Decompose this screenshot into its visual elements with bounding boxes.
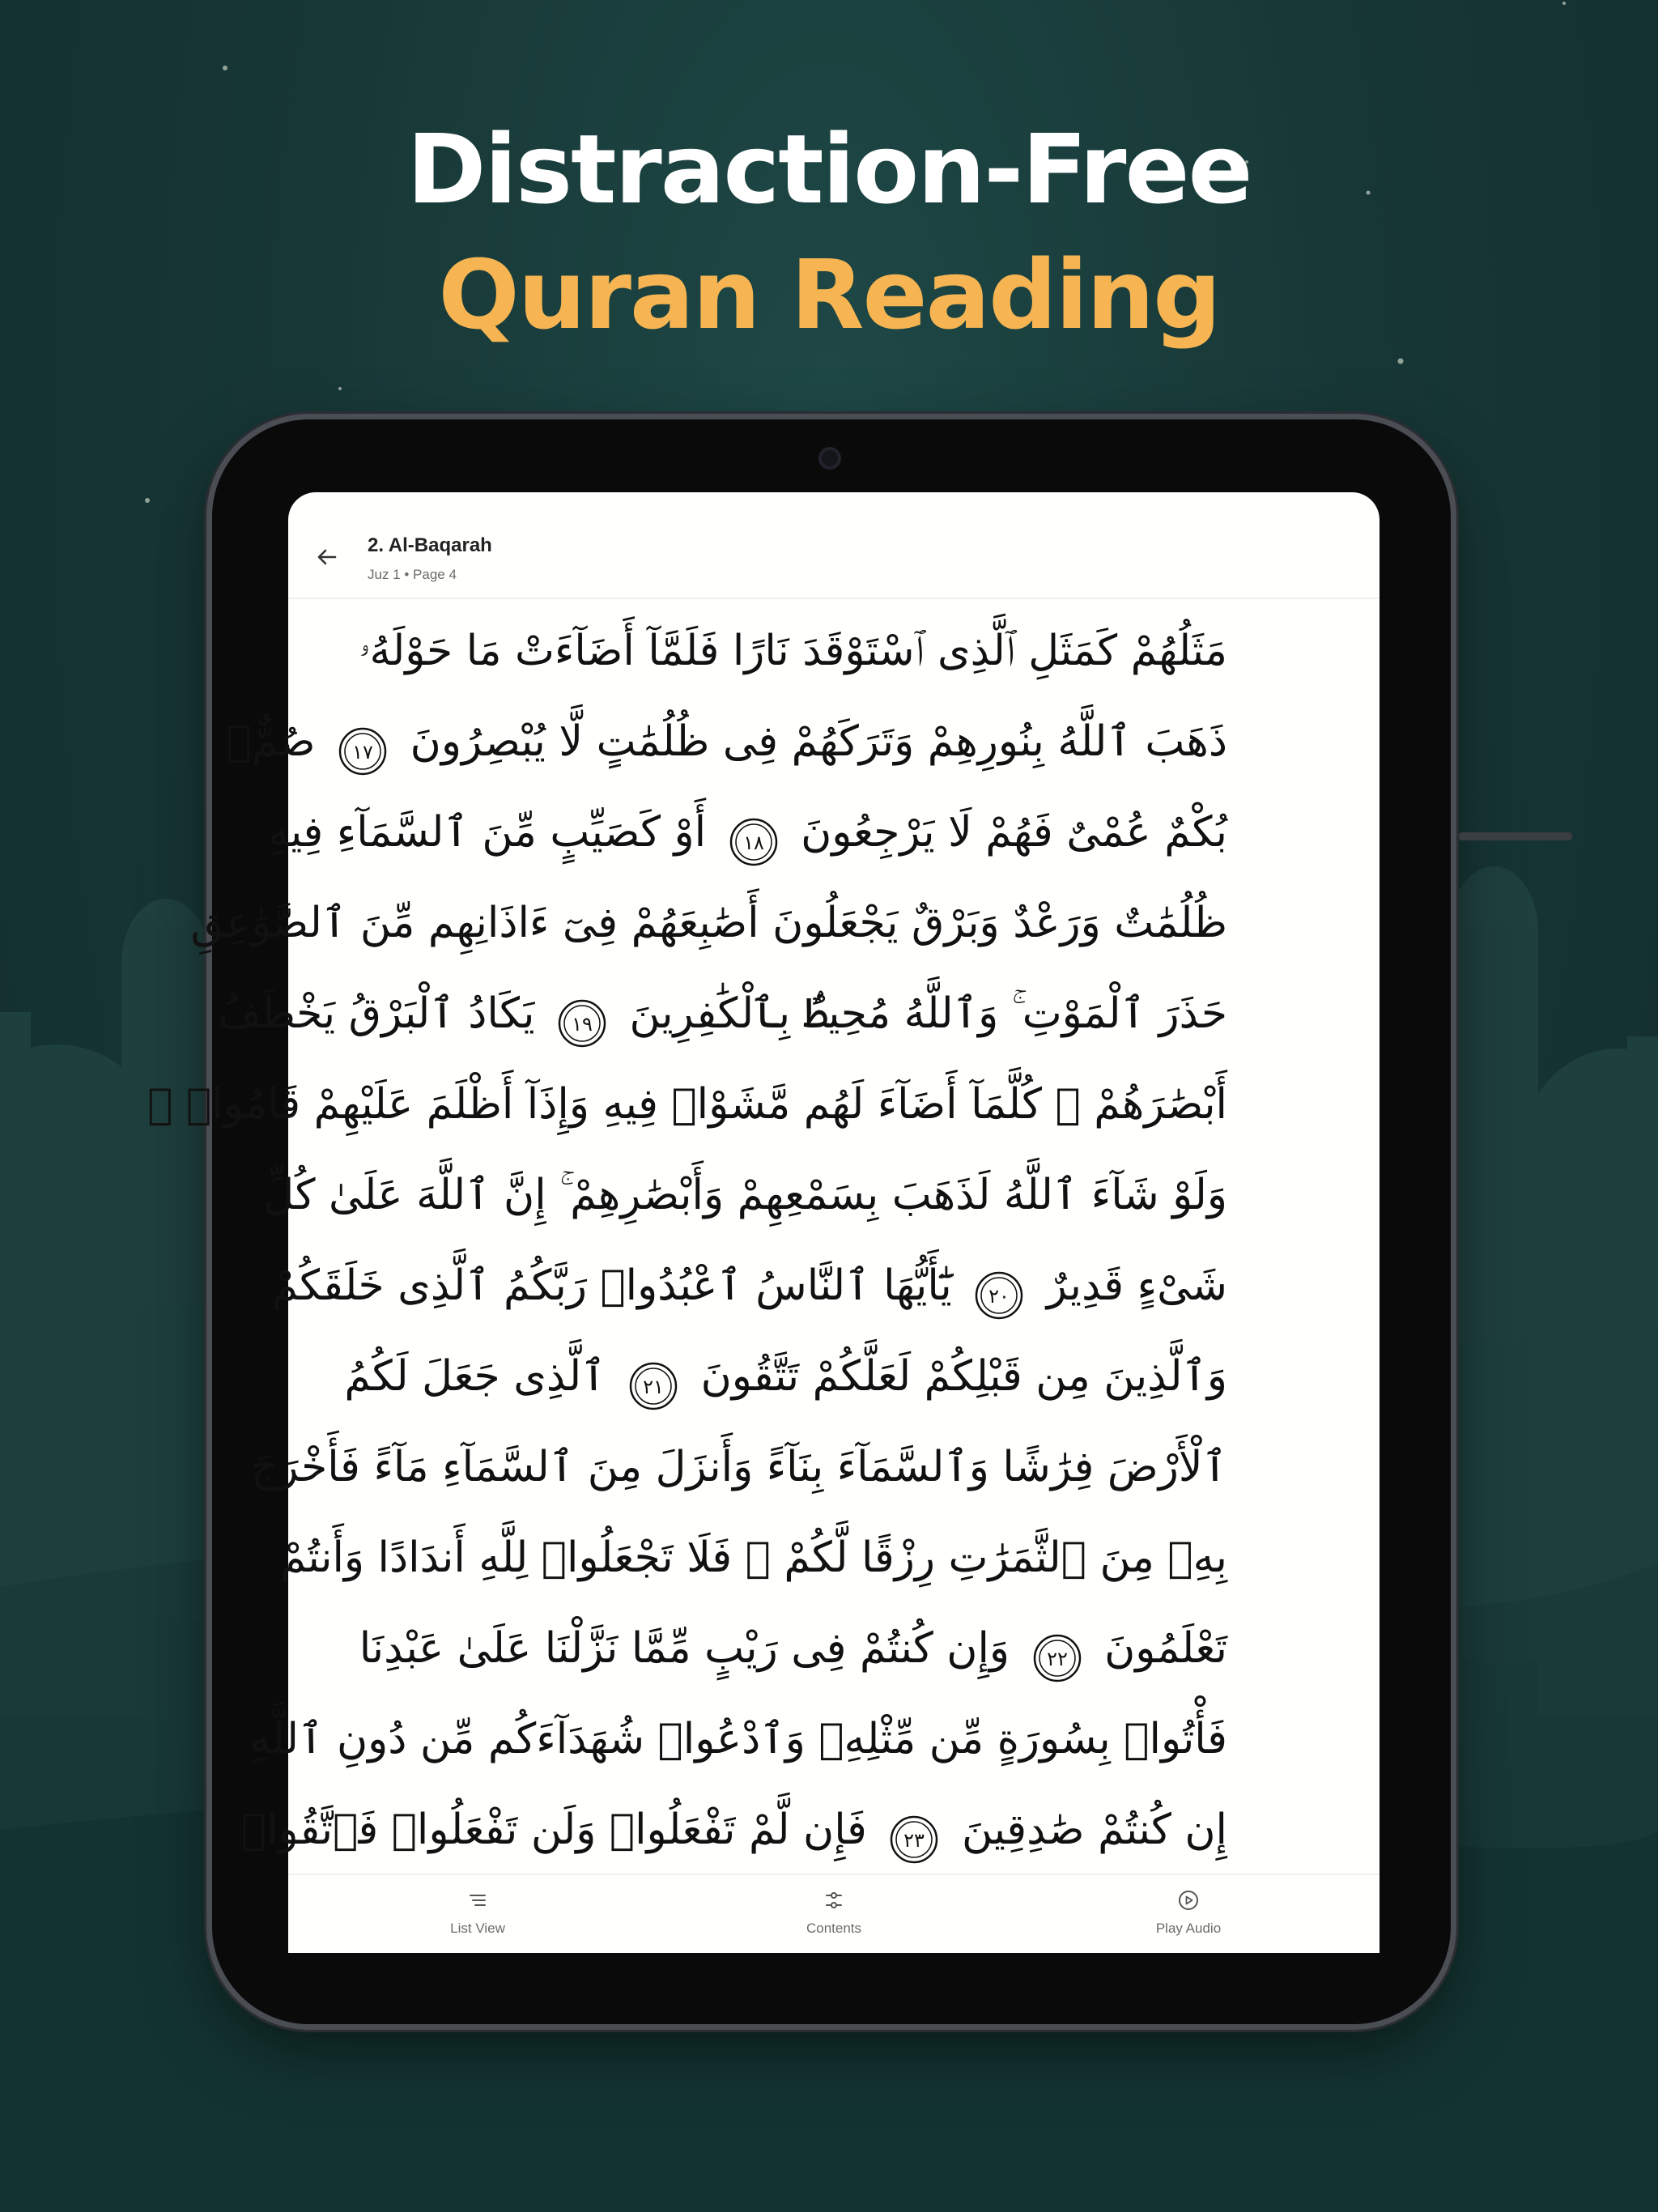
verse-text: ٱلَّذِى جَعَلَ لَكُمُ (344, 1352, 606, 1401)
quran-line (267, 787, 1227, 878)
verse-text: مَثَلُهُمْ كَمَثَلِ ٱلَّذِى ٱسْتَوْقَدَ نَارًا فَلَمَّآ أَضَآءَتْ مَا حَوْلَهُۥ (359, 627, 1227, 675)
verse-text: صُمٌّۢ (226, 717, 316, 766)
headline-line1: Distraction-Free (406, 113, 1252, 225)
sliders-icon (822, 1888, 846, 1912)
app-screen (147, 492, 1380, 1953)
verse-text: تَعْلَمُونَ (1104, 1624, 1227, 1673)
ipad-device-frame (147, 419, 1451, 2024)
quran-line (344, 1331, 1227, 1422)
ayah-number: ٢١ (643, 1376, 664, 1398)
verse-text: فَأْتُوا۟ بِسُورَةٍ مِّن مِّثْلِهِۦ وَٱدْعُوا۟ شُهَدَآءَكُم مِّن دُونِ ٱللَّهِ (249, 1715, 1227, 1763)
verse-text: ٱلْأَرْضَ فِرَٰشًا وَٱلسَّمَآءَ بِنَآءً وَأَنزَلَ مِنَ ٱلسَّمَآءِ مَآءً فَأَخْرَجَ (250, 1443, 1227, 1491)
ayah-number: ٢٠ (988, 1285, 1010, 1308)
ayah-end-marker-icon (728, 809, 780, 861)
list-icon (466, 1888, 490, 1912)
ayah-number: ١٩ (572, 1013, 593, 1036)
verse-text: حَذَرَ ٱلْمَوْتِ ۚ وَٱللَّهُ مُحِيطٌۢ بِٱلْكَٰفِرِينَ (629, 989, 1227, 1038)
quran-line (271, 1240, 1227, 1331)
play-circle-icon (1176, 1888, 1201, 1912)
verse-text: ظُلُمَٰتٌ وَرَعْدٌ وَبَرْقٌ يَجْعَلُونَ أَصَٰبِعَهُمْ فِىٓ ءَاذَانِهِم مِّنَ ٱلصَّوَٰعِقِ (190, 899, 1227, 947)
quran-line (359, 1603, 1227, 1694)
ayah-end-marker-icon (337, 718, 389, 770)
verse-text: يَٰٓأَيُّهَا ٱلنَّاسُ ٱعْبُدُوا۟ رَبَّكُمُ ٱلَّذِى خَلَقَكُمْ (271, 1261, 952, 1310)
bottom-toolbar (288, 1874, 1380, 1953)
tab-list-view[interactable] (397, 1888, 559, 1937)
reader-header (288, 492, 1380, 599)
verse-text: وَإِن كُنتُمْ فِى رَيْبٍ مِّمَّا نَزَّلْنَا عَلَىٰ عَبْدِنَا (359, 1624, 1010, 1673)
ayah-end-marker-icon (556, 990, 608, 1042)
verse-text: فَإِن لَّمْ تَفْعَلُوا۟ وَلَن تَفْعَلُوا۟ فَٱتَّقُوا۟ (240, 1806, 867, 1854)
quran-line (190, 878, 1227, 968)
quran-line (218, 968, 1227, 1059)
ayah-number: ١٨ (742, 832, 764, 854)
verse-text: إِن كُنتُمْ صَٰدِقِينَ (961, 1806, 1227, 1854)
verse-text: أَبْصَٰرَهُمْ ۖ كُلَّمَآ أَضَآءَ لَهُم مَّشَوْا۟ فِيهِ وَإِذَآ أَظْلَمَ عَلَيْهِمْ قَامُوا۟ ۚ (147, 1080, 1227, 1129)
ayah-end-marker-icon (627, 1353, 679, 1405)
device-top-button (1459, 832, 1572, 840)
arrow-left-icon (311, 541, 343, 573)
ayah-number: ٢٢ (1046, 1648, 1068, 1670)
mushaf-page[interactable] (147, 606, 1227, 1869)
quran-line (263, 1150, 1227, 1240)
ayah-end-marker-icon (1031, 1625, 1083, 1677)
headline-line2: Quran Reading (438, 239, 1220, 351)
verse-text: بُكْمٌ عُمْىٌ فَهُمْ لَا يَرْجِعُونَ (801, 808, 1227, 857)
verse-text: بِهِۦ مِنَ ٱلثَّمَرَٰتِ رِزْقًا لَّكُمْ ۖ فَلَا تَجْعَلُوا۟ لِلَّهِ أَندَادًا وَأَنتُمْ (279, 1534, 1227, 1582)
quran-line (359, 606, 1227, 696)
quran-line (240, 1784, 1227, 1875)
verse-text: وَلَوْ شَآءَ ٱللَّهُ لَذَهَبَ بِسَمْعِهِمْ وَأَبْصَٰرِهِمْ ۚ إِنَّ ٱللَّهَ عَلَىٰ كُلِّ (263, 1171, 1227, 1219)
tab-contents[interactable] (753, 1888, 915, 1937)
verse-text: شَىْءٍ قَدِيرٌ (1046, 1261, 1227, 1310)
verse-text: أَوْ كَصَيِّبٍ مِّنَ ٱلسَّمَآءِ فِيهِ (267, 808, 707, 857)
tab-play-audio-label: Play Audio (1155, 1921, 1222, 1936)
verse-text: يَكَادُ ٱلْبَرْقُ يَخْطَفُ (218, 989, 535, 1038)
quran-line (226, 696, 1227, 787)
juz-page-subtitle: Juz 1 • Page 4 (368, 567, 457, 582)
quran-line (250, 1422, 1227, 1512)
ayah-end-marker-icon (888, 1806, 940, 1858)
quran-line (279, 1512, 1227, 1603)
front-camera (818, 447, 841, 470)
tab-play-audio[interactable] (1107, 1888, 1269, 1937)
ayah-number: ١٧ (352, 741, 373, 764)
tab-contents-label: Contents (806, 1921, 862, 1936)
verse-text: وَٱلَّذِينَ مِن قَبْلِكُمْ لَعَلَّكُمْ تَتَّقُونَ (700, 1352, 1227, 1401)
quran-line (249, 1694, 1227, 1784)
surah-title: 2. Al-Baqarah (368, 534, 492, 556)
tab-list-view-label: List View (450, 1921, 505, 1936)
verse-text: ذَهَبَ ٱللَّهُ بِنُورِهِمْ وَتَرَكَهُمْ فِى ظُلُمَٰتٍ لَّا يُبْصِرُونَ (410, 717, 1227, 766)
quran-line (147, 1059, 1227, 1150)
ayah-number: ٢٣ (903, 1829, 925, 1852)
back-button[interactable] (311, 541, 343, 573)
ayah-end-marker-icon (973, 1262, 1025, 1314)
